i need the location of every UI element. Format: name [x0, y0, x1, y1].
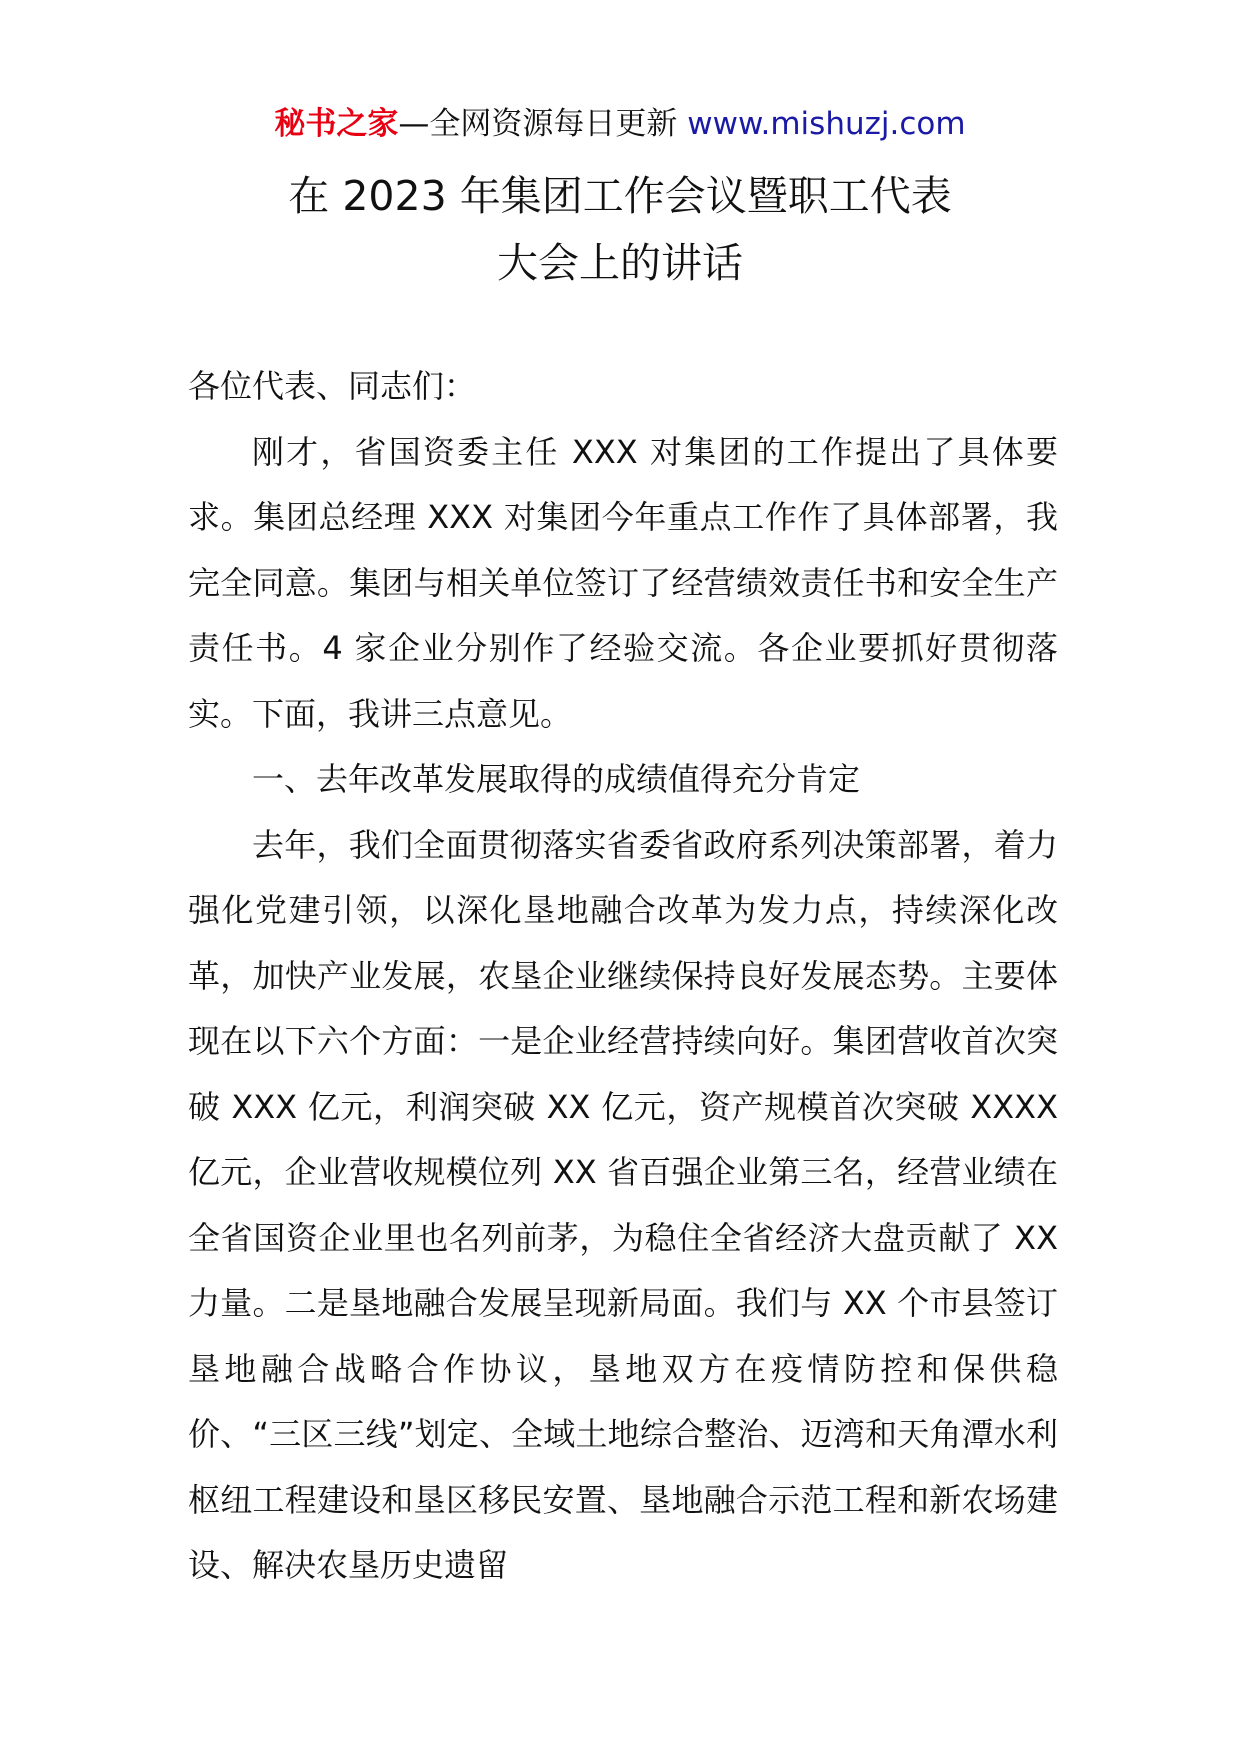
salutation: 各位代表、同志们： — [188, 367, 477, 405]
document-title — [0, 163, 1240, 297]
brand-name: 秘书之家 — [274, 106, 399, 142]
paragraph-achievements: 去年，我们全面贯彻落实省委省政府系列决策部署，着力强化党建引领，以深化垦地融合改革为发力点，持续深化改革，加快产业发展，农垦企业继续保持良好发展态势。主要体现在以下六个方面：一是企业经营持续向好。集团营收首次突破 XXX 亿元，利润突破 XX 亿元，资产规模首次突破 XXXX 亿元，企业营收规模位列 XX 省百强企业第三名，经营业绩在全省国资企业里也名列前茅，为稳住全省经济大盘贡献了 XX 力量。二是垦地融合发展呈现新局面。我们与 XX 个市县签订垦地融合战略合作协议，垦地双方在疫情防控和保供稳价、“三区三线”划定、全域土地综合整治、迈湾和天角潭水利枢纽工程建设和垦区移民安置、垦地融合示范工程和新农场建设、解决农垦历史遗留 — [188, 825, 1058, 1584]
site-header — [0, 100, 1240, 148]
document-body — [188, 354, 1058, 1599]
header-slogan: —全网资源每日更新 — [398, 106, 678, 142]
paragraph-intro: 刚才，省国资委主任 XXX 对集团的工作提出了具体要求。集团总经理 XXX 对集团今年重点工作作了具体部署，我完全同意。集团与相关单位签订了经营绩效责任书和安全生产责任书。4 家企业分别作了经验交流。各企业要抓好贯彻落实。下面，我讲三点意见。 — [188, 432, 1058, 733]
title-line-1: 在 2023 年集团工作会议暨职工代表 — [288, 172, 952, 220]
site-url-link[interactable]: www.mishuzj.com — [687, 106, 966, 142]
section-heading-1: 一、去年改革发展取得的成绩值得充分肯定 — [252, 760, 861, 798]
title-line-2: 大会上的讲话 — [497, 239, 743, 287]
